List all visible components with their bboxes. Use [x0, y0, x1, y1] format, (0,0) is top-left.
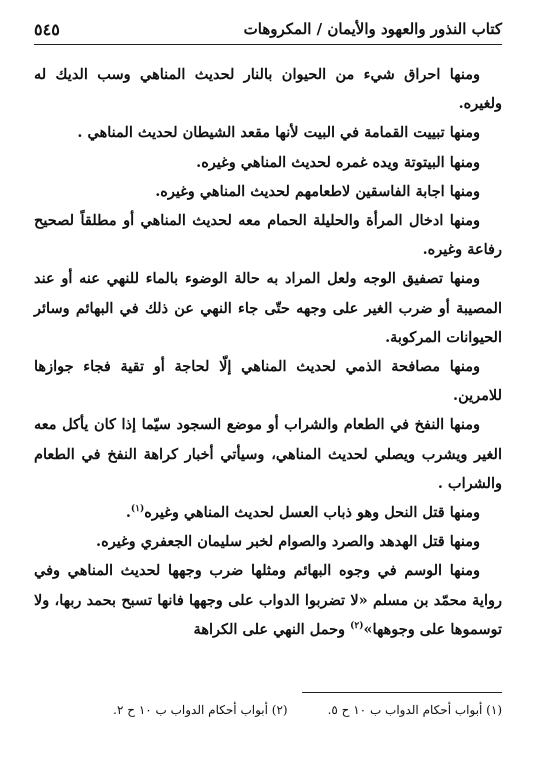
paragraph: ومنها قتل النحل وهو ذباب العسل لحديث المناهي وغيره$^{(١)}$. [125, 504, 480, 522]
paragraph: ومنها احراق شيء من الحيوان بالنار لحديث المناهي وسب الديك له ولغيره. [34, 66, 502, 113]
body-text [34, 60, 502, 644]
paragraph: ومنها مصافحة الذمي لحديث المناهي إلّا لحاجة أو تقية فجاء جوازها للامرين. [34, 358, 502, 405]
paragraph: ومنها قتل الهدهد والصرد والصوام لخبر سليمان الجعفري وغيره. [96, 533, 480, 551]
page-header [34, 16, 502, 45]
footnote: (٢) أبواب أحكام الدواب ب ١٠ ح ٢. [113, 703, 288, 717]
paragraph: ومنها اجابة الفاسقين لاطعامهم لحديث المناهي وغيره. [155, 182, 480, 200]
paragraph: ومنها ادخال المرأة والحليلة الحمام معه لحديث المناهي أو مطلقاً لصحيح رفاعة وغيره. [34, 212, 502, 259]
paragraph: ومنها تبييت القمامة في البيت لأنها مقعد الشيطان لحديث المناهي . [77, 124, 480, 142]
paragraph: ومنها النفخ في الطعام والشراب أو موضع السجود سيّما إذا كان يأكل معه الغير ويشرب ويصلي لحديث المناهي، وسيأتي أخبار كراهة النفخ في الطعام والشراب . [34, 416, 502, 492]
paragraph: ومنها تصفيق الوجه ولعل المراد به حالة الوضوء بالماء للنهي عنه أو عند المصيبة أو ضرب الغير على وجهه حتّى جاء النهي عن ذلك في البهائم وسائر الحيوانات المركوبة. [34, 270, 502, 346]
footnote-divider [302, 692, 502, 693]
page-number: ٥٤٥ [34, 20, 60, 39]
footnote-ref: (٢) [350, 621, 364, 632]
running-title: كتاب النذور والعهود والأيمان / المكروهات [243, 20, 502, 38]
footnote: (١) أبواب أحكام الدواب ب ١٠ ح ٥. [327, 703, 502, 717]
footnotes [34, 703, 502, 717]
paragraph: ومنها الوسم في وجوه البهائم ومثلها ضرب وجهها لحديث المناهي وفي رواية محمّد بن مسلم «لا تضربوا الدواب على وجهها فانها تسبح بحمد ربها، ولا توسموها على وجوهها»$^{(٢)}$ وحمل النهي على الكراهة [34, 562, 502, 638]
footnote-ref: (١) [130, 504, 145, 515]
paragraph: ومنها البيتوتة ويده غمره لحديث المناهي وغيره. [196, 153, 480, 171]
